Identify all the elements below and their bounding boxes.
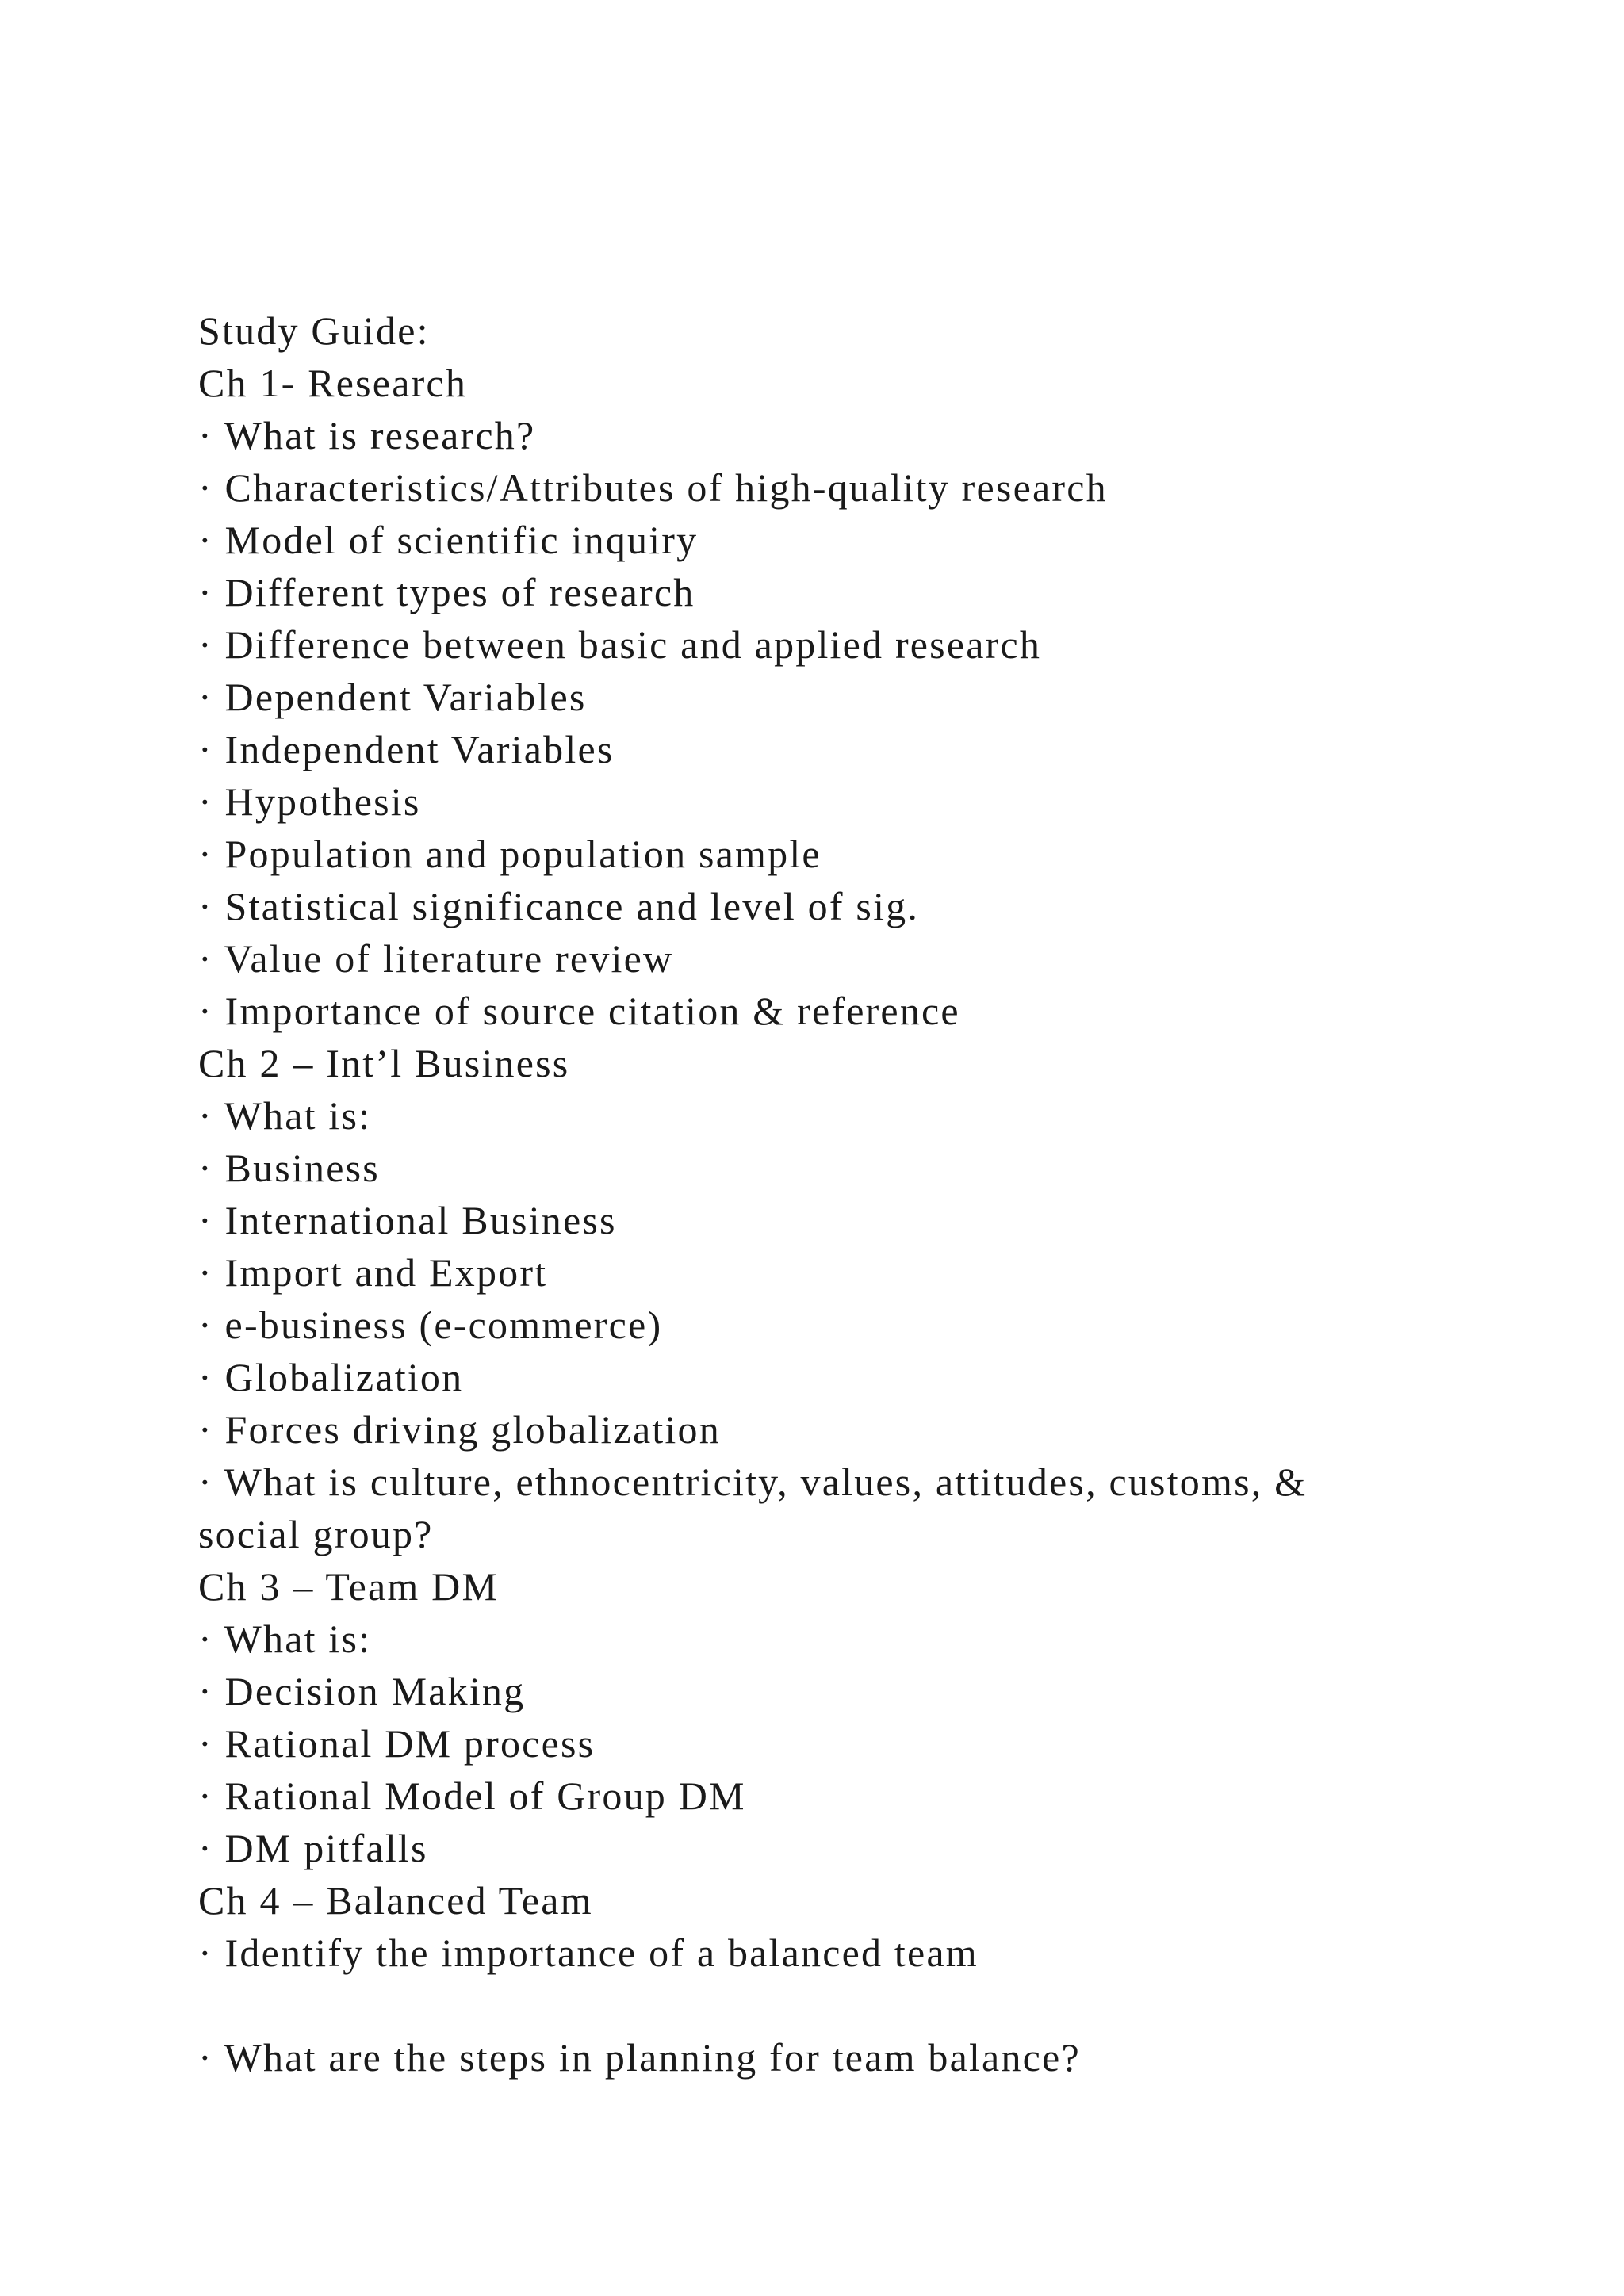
list-item: · DM pitfalls [198,1826,428,1870]
list-item: · What is: [198,1093,372,1138]
list-item: · Identify the importance of a balanced team [198,1931,979,1975]
list-item: · Model of scientific inquiry [198,518,699,562]
list-item: · Population and population sample [198,832,822,876]
list-item: · e-business (e-commerce) [198,1303,663,1347]
list-item: · Statistical significance and level of sig. [198,884,920,928]
blank-line [198,1979,1483,2031]
list-item: · Dependent Variables [198,675,587,719]
list-item-continuation: social group? [198,1512,434,1556]
list-item: · What are the steps in planning for team balance? [198,2035,1081,2080]
list-item: · Globalization [198,1355,464,1399]
list-item: · Rational Model of Group DM [198,1774,746,1818]
chapter-heading: Ch 3 – Team DM [198,1564,500,1609]
chapter-heading: Ch 2 – Int’l Business [198,1041,570,1085]
chapter-heading: Ch 4 – Balanced Team [198,1878,593,1923]
list-item: · Import and Export [198,1250,548,1295]
list-item: · What is: [198,1617,372,1661]
list-item: · Business [198,1146,380,1190]
list-item: · International Business [198,1198,617,1242]
list-item: · Hypothesis [198,779,421,824]
list-item: · Independent Variables [198,727,615,771]
list-item: · Decision Making [198,1669,526,1713]
chapter-heading: Ch 1- Research [198,361,468,405]
list-item: · Difference between basic and applied research [198,622,1042,667]
list-item: · Forces driving globalization [198,1407,721,1452]
list-item: · Value of literature review [198,936,674,981]
list-item: · Characteristics/Attributes of high-quality research [198,465,1108,510]
list-item: · Importance of source citation & reference [198,989,960,1033]
document-page [198,304,1483,2084]
list-item: · Rational DM process [198,1721,596,1766]
list-item: · What is culture, ethnocentricity, values, attitudes, customs, & [198,1460,1308,1504]
list-item: · What is research? [198,413,536,457]
list-item: · Different types of research [198,570,695,614]
doc-title: Study Guide: [198,308,430,353]
